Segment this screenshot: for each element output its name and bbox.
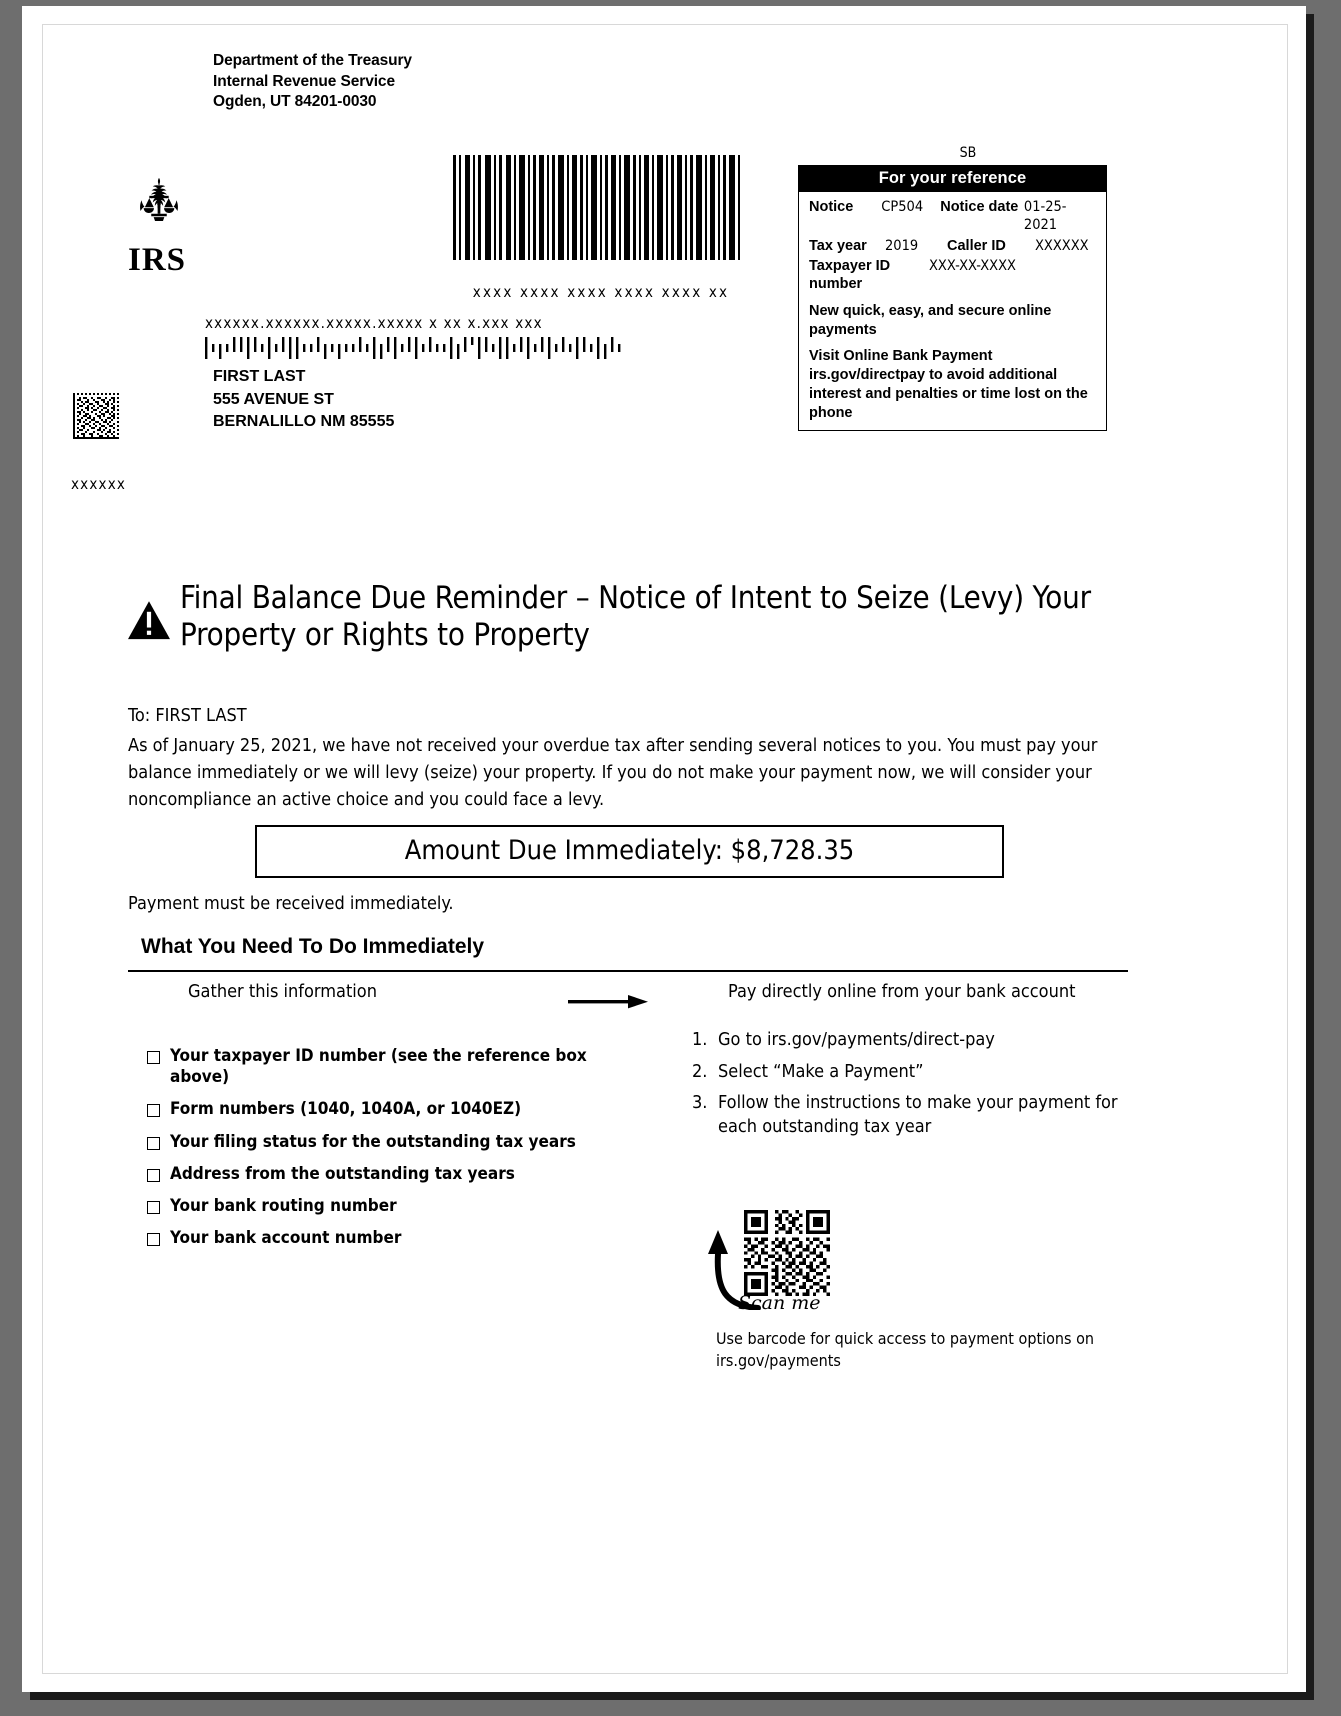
section-divider [128,970,1128,972]
intro-paragraph: As of January 25, 2021, we have not received your overdue tax after sending several notices to you. You must pay your balance immediately or we will levy (seize) your property. If you do not make your payment now, we will consider your noncompliance an active choice and you could face a levy. [128,735,1098,810]
scan-me-label: Scan me [738,1292,821,1314]
notice-label: Notice [809,199,854,215]
taxpayer-id-label: Taxpayer ID number [809,257,891,293]
to-line: To: FIRST LAST [128,705,247,726]
amount-due-text: Amount Due Immediately: $8,728.35 [404,835,855,866]
checklist-item[interactable] [128,1099,628,1120]
checklist-item-label: Your taxpayer ID number (see the reference box above) [170,1046,587,1088]
pay-online-column [688,980,1138,1370]
department-line-1: Department of the Treasury [213,52,412,69]
payment-step-number: 2. [692,1060,708,1082]
pay-online-heading: Pay directly online from your bank account [728,981,1076,1002]
department-line-3: Ogden, UT 84201-0030 [213,93,377,111]
reference-box [798,165,1107,431]
barcode-digits: xxxx xxxx xxxx xxxx xxxx xx [472,283,730,301]
presort-line: xxxxxx.xxxxxx.xxxxx.xxxxx x xx x.xxx xxx [205,314,543,332]
checklist-item-label: Your bank routing number [170,1195,397,1216]
reference-row [809,198,1096,235]
checklist-item[interactable] [128,1164,628,1185]
payment-step-text: Follow the instructions to make your payment for each outstanding tax year [718,1091,1118,1138]
warning-triangle-icon [128,586,170,654]
checkbox-icon[interactable] [147,1051,160,1064]
checklist-item[interactable] [128,1196,628,1217]
qr-code-area [708,1210,1128,1370]
caller-id-label: Caller ID [947,237,1006,254]
checklist-item-label: Address from the outstanding tax years [170,1163,515,1184]
irs-wordmark: IRS [128,242,187,278]
notice-page-inner [42,24,1288,1674]
checkbox-icon[interactable] [147,1169,160,1182]
checkbox-icon[interactable] [147,1137,160,1150]
checklist-item-label: Your filing status for the outstanding tax years [170,1131,576,1152]
reference-box-body [799,192,1106,430]
notice-value: CP504 [881,199,924,215]
notice-page [22,6,1306,1692]
gather-information-heading: Gather this information [188,981,377,1002]
checkbox-icon[interactable] [147,1104,160,1117]
datamatrix-code [73,393,119,444]
payment-step [692,1028,1138,1052]
bottom-code: xxxxxx [71,475,127,493]
department-line-2: Internal Revenue Service [213,72,395,90]
caller-id-value: XXXXXX [1035,237,1089,254]
payment-step [692,1060,1138,1084]
payment-step-text: Select “Make a Payment” [718,1060,924,1082]
treasury-address-block [213,51,412,113]
recipient-name: FIRST LAST [213,368,306,385]
payment-note: Payment must be received immediately. [128,893,454,914]
headline-block [128,580,1128,654]
intelligent-mail-barcode [205,337,625,359]
information-checklist [128,1046,628,1249]
payment-step [692,1091,1138,1140]
payment-steps [692,1028,1138,1139]
checkbox-icon[interactable] [147,1233,160,1246]
amount-due-box [255,825,1004,878]
qr-code[interactable] [744,1210,830,1296]
section-title: What You Need To Do Immediately [141,935,485,958]
reference-row [809,237,1096,255]
sb-label: SB [959,145,977,161]
recipient-street: 555 AVENUE ST [213,390,334,408]
barcode [451,155,741,260]
checklist-item-label: Form numbers (1040, 1040A, or 1040EZ) [170,1099,522,1120]
notice-date-value: 01-25-2021 [1023,199,1067,234]
notice-date-label: Notice date [940,199,1019,215]
checkbox-icon[interactable] [147,1201,160,1214]
recipient-address [213,366,394,434]
qr-caption: Use barcode for quick access to payment options on irs.gov/payments [716,1329,1095,1370]
tax-year-label: Tax year [809,237,867,254]
gather-information-column [128,980,628,1260]
payment-step-number: 1. [692,1029,708,1051]
irs-eagle-seal-icon [128,175,190,237]
reference-box-title: For your reference [799,166,1106,192]
reference-row [809,257,1096,294]
right-arrow-icon [568,994,648,1010]
irs-logo-block [128,175,428,277]
recipient-city-state-zip: BERNALILLO NM 85555 [213,413,395,431]
reference-note-online-payments: New quick, easy, and secure online payments [809,303,1052,339]
payment-step-text[interactable]: Go to irs.gov/payments/direct-pay [718,1029,995,1051]
checklist-item[interactable] [128,1228,628,1249]
payment-step-number: 3. [692,1091,708,1113]
checklist-item[interactable] [128,1046,628,1088]
taxpayer-id-value: XXX-XX-XXXX [929,257,1016,274]
checklist-item-label: Your bank account number [170,1227,402,1248]
tax-year-value: 2019 [885,237,919,254]
reference-note-directpay: Visit Online Bank Payment irs.gov/directpay to avoid additional interest and penalties or time lost on the phone [809,348,1088,421]
notice-header [43,25,1287,505]
page-title: Final Balance Due Reminder – Notice of Intent to Seize (Levy) Your Property or Rights to Property [180,580,1091,654]
checklist-item[interactable] [128,1132,628,1153]
